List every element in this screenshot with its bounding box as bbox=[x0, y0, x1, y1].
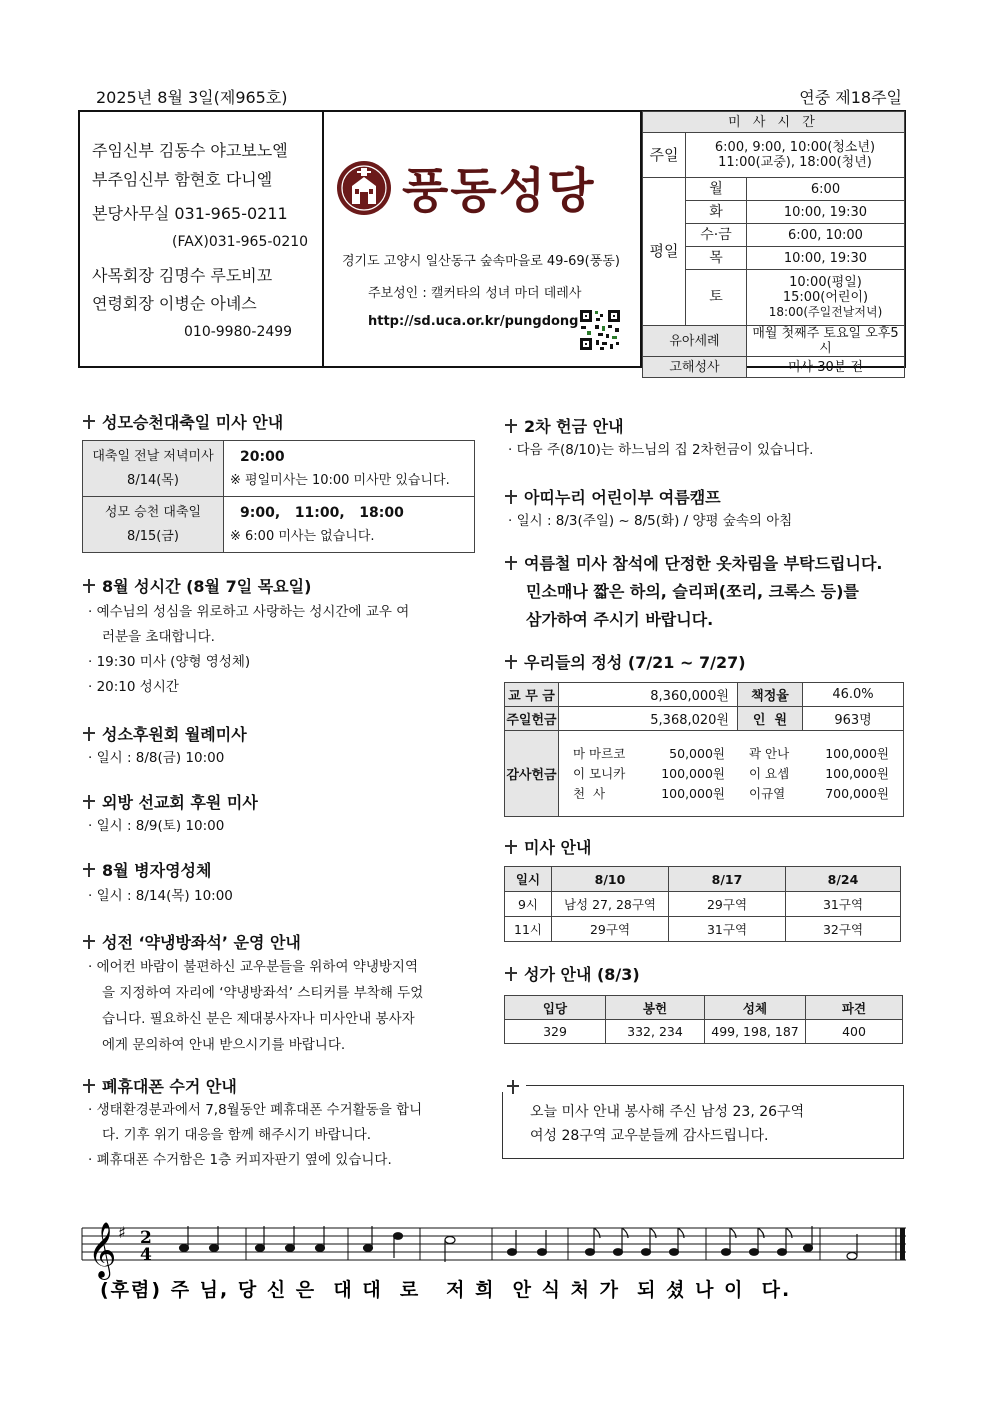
people-label: 인 원 bbox=[738, 707, 803, 731]
vocation-mass-heading bbox=[82, 722, 247, 745]
thanks-box-cross bbox=[506, 1078, 526, 1097]
staff-block bbox=[92, 140, 308, 343]
cool-seat-line: 습니다. 필요하신 분은 제대봉사자나 미사안내 봉사자 bbox=[102, 1011, 415, 1027]
sunday-times-line2: 11:00(교중), 18:00(청년) bbox=[718, 155, 872, 170]
phone-collect-line: 다. 기후 위기 대응을 함께 해주시기 바랍니다. bbox=[102, 1127, 372, 1143]
attire-notice bbox=[504, 550, 883, 634]
pastor: 주임신부 김동수 야고보노엘 bbox=[92, 141, 288, 160]
parish-address: 경기도 고양시 일산동구 숲속마을로 49-69(풍동) bbox=[342, 254, 620, 269]
infant-baptism-value: 매월 첫째주 토요일 오후5시 bbox=[747, 326, 905, 357]
mass-guide-cell: 29구역 bbox=[669, 892, 786, 917]
assumption-table bbox=[82, 440, 475, 553]
federation-president: 연령회장 이병순 아녜스 bbox=[92, 294, 257, 313]
weekday-time: 10:00, 19:30 bbox=[747, 247, 905, 270]
cross-icon bbox=[504, 556, 518, 570]
weekday-day: 월 bbox=[686, 178, 747, 201]
mission-mass-title: 외방 선교회 후원 미사 bbox=[102, 793, 258, 812]
qr-code-icon[interactable] bbox=[578, 308, 622, 352]
mass-guide-cell: 29구역 bbox=[552, 917, 669, 942]
thanks-row bbox=[573, 744, 889, 764]
holy-hour-line: · 예수님의 성심을 위로하고 사랑하는 성시간에 교우 여 bbox=[88, 604, 410, 620]
phone-collect-body bbox=[88, 1098, 488, 1173]
eve-label: 대축일 전날 저녁미사 bbox=[92, 448, 214, 464]
offerings-title: 우리들의 정성 (7/21 ~ 7/27) bbox=[524, 653, 746, 672]
weekday-day: 목 bbox=[686, 247, 747, 270]
mass-guide-cell: 9시 bbox=[505, 892, 552, 917]
mass-times-title: 미 사 시 간 bbox=[643, 112, 905, 133]
feast-date: 8/15(금) bbox=[127, 528, 179, 544]
donor-name: 마 마르코 bbox=[573, 745, 626, 761]
holy-hour-title: 8월 성시간 (8월 7일 목요일) bbox=[102, 577, 312, 596]
cross-icon bbox=[504, 419, 518, 433]
time-signature-top: 2 bbox=[140, 1228, 152, 1248]
parish-name: 풍동성당 bbox=[402, 163, 596, 219]
phone-collect-line: · 생태환경분과에서 7,8월동안 폐휴대폰 수거활동을 합니 bbox=[88, 1102, 423, 1118]
issue-date: 2025년 8월 3일(제965호) bbox=[96, 88, 288, 107]
infant-baptism-label: 유아세례 bbox=[643, 326, 747, 357]
saturday-label: 토 bbox=[686, 270, 747, 326]
mass-guide-title: 미사 안내 bbox=[524, 838, 592, 857]
feast-note: ※ 6:00 미사는 없습니다. bbox=[230, 528, 375, 544]
treble-clef-icon: 𝄞 bbox=[88, 1222, 117, 1278]
council-president: 사목회장 김명수 루도비꼬 bbox=[92, 266, 273, 285]
holy-hour-line: · 20:10 성시간 bbox=[88, 679, 179, 695]
mass-times-table bbox=[642, 111, 905, 378]
dues-value: 8,360,000원 bbox=[559, 683, 738, 707]
cool-seat-line: · 에어컨 바람이 불편하신 교우분들을 위하여 약냉방지역 bbox=[88, 959, 418, 975]
mass-guide-cell: 31구역 bbox=[669, 917, 786, 942]
sick-communion-heading bbox=[82, 858, 211, 881]
mass-guide-header: 일시 bbox=[505, 867, 552, 892]
thanks-offering-label: 감사헌금 bbox=[505, 731, 559, 817]
donor-amount: 100,000원 bbox=[661, 765, 725, 781]
mass-guide-cell: 남성 27, 28구역 bbox=[552, 892, 669, 917]
cross-icon bbox=[506, 1080, 520, 1094]
cross-icon bbox=[82, 415, 96, 429]
church-logo-icon bbox=[336, 160, 392, 216]
mass-guide-header: 8/17 bbox=[669, 867, 786, 892]
cool-seat-heading bbox=[82, 930, 301, 953]
key-sharp-icon: ♯ bbox=[118, 1223, 126, 1242]
mass-guide-header: 8/10 bbox=[552, 867, 669, 892]
hymn-number: 332, 234 bbox=[606, 1020, 705, 1044]
second-collection-heading bbox=[504, 414, 624, 437]
hymn-number: 400 bbox=[806, 1020, 903, 1044]
donor-name: 이 모니카 bbox=[573, 765, 626, 781]
saturday-time-3: 18:00(주일전날저녁) bbox=[768, 305, 883, 319]
offerings-heading bbox=[504, 650, 746, 673]
attire-line: 민소매나 짧은 하의, 슬리퍼(쪼리, 크록스 등)를 bbox=[526, 582, 859, 601]
refrain-lyric: (후렴) 주 님, 당 신 은 대 대 로 저 희 안 식 처 가 되 셨 나 이 다. bbox=[100, 1279, 792, 1301]
weekday-time: 10:00, 19:30 bbox=[747, 201, 905, 224]
attire-line: 삼가하여 주시기 바랍니다. bbox=[526, 610, 714, 629]
cross-icon bbox=[504, 490, 518, 504]
office-phone: 본당사무실 031-965-0211 bbox=[92, 204, 288, 223]
dues-label: 교 무 금 bbox=[505, 683, 559, 707]
people-value: 963명 bbox=[803, 707, 904, 731]
office-fax: (FAX)031-965-0210 bbox=[172, 234, 309, 250]
eve-note: ※ 평일미사는 10:00 미사만 있습니다. bbox=[230, 472, 450, 488]
mass-guide-table bbox=[504, 866, 901, 942]
patron-saint: 주보성인 : 캘커타의 성녀 마더 데레사 bbox=[368, 286, 582, 301]
thanks-row bbox=[573, 764, 889, 784]
hymn-number: 329 bbox=[505, 1020, 606, 1044]
assumption-title: 성모승천대축일 미사 안내 bbox=[102, 413, 284, 432]
second-collection-title: 2차 헌금 안내 bbox=[524, 417, 624, 436]
hymns-heading bbox=[504, 962, 640, 985]
thanks-row bbox=[573, 784, 889, 804]
vocation-mass-title: 성소후원회 월례미사 bbox=[102, 725, 247, 744]
camp-heading bbox=[504, 485, 721, 508]
mass-guide-cell: 32구역 bbox=[786, 917, 901, 942]
weekday-day: 수·금 bbox=[686, 224, 747, 247]
cross-icon bbox=[82, 935, 96, 949]
cross-icon bbox=[504, 967, 518, 981]
cross-icon bbox=[82, 1079, 96, 1093]
weekday-time: 6:00, 10:00 bbox=[747, 224, 905, 247]
sunday-offering-label: 주일헌금 bbox=[505, 707, 559, 731]
donor-name: 이 요셉 bbox=[749, 765, 790, 781]
confession-label: 고해성사 bbox=[643, 357, 747, 378]
holy-hour-line: 러분을 초대합니다. bbox=[102, 629, 215, 645]
rate-value: 46.0% bbox=[803, 683, 904, 707]
second-collection-line: · 다음 주(8/10)는 하느님의 집 2차헌금이 있습니다. bbox=[508, 442, 814, 458]
holy-hour-heading bbox=[82, 574, 311, 597]
phone-collect-line: · 폐휴대폰 수거함은 1층 커피자판기 옆에 있습니다. bbox=[88, 1152, 392, 1168]
mission-mass-heading bbox=[82, 790, 258, 813]
sunday-times-line1: 6:00, 9:00, 10:00(청소년) bbox=[714, 140, 876, 155]
sunday-label: 주일 bbox=[643, 133, 686, 178]
cross-icon bbox=[82, 727, 96, 741]
donor-amount: 100,000원 bbox=[661, 785, 725, 801]
donor-name: 곽 안나 bbox=[749, 745, 790, 761]
holy-hour-body bbox=[88, 600, 488, 700]
cross-icon bbox=[504, 840, 518, 854]
hymn-header: 입당 bbox=[505, 996, 606, 1020]
saturday-time-2: 15:00(어린이) bbox=[782, 290, 869, 305]
header-divider bbox=[322, 110, 324, 368]
cool-seat-line: 을 지정하여 자리에 ‘약냉방좌석’ 스티커를 부착해 두었 bbox=[102, 985, 424, 1001]
feast-label: 성모 승천 대축일 bbox=[104, 504, 202, 520]
saturday-time-1: 10:00(평일) bbox=[789, 275, 862, 290]
thanks-line: 여성 28구역 교우분들께 감사드립니다. bbox=[530, 1128, 769, 1144]
donor-amount: 100,000원 bbox=[825, 745, 889, 761]
mission-mass-line: · 일시 : 8/9(토) 10:00 bbox=[88, 818, 225, 834]
time-signature-bottom: 4 bbox=[140, 1245, 152, 1265]
donor-name: 이규열 bbox=[749, 785, 786, 801]
refrain-score bbox=[80, 1212, 910, 1302]
sick-communion-line: · 일시 : 8/14(목) 10:00 bbox=[88, 888, 233, 904]
mass-guide-cell: 31구역 bbox=[786, 892, 901, 917]
camp-line: · 일시 : 8/3(주일) ~ 8/5(화) / 양평 숲속의 아침 bbox=[508, 513, 793, 529]
offerings-table bbox=[504, 682, 904, 817]
sick-communion-title: 8월 병자영성체 bbox=[102, 861, 212, 880]
phone-collect-heading bbox=[82, 1074, 237, 1097]
confession-value: 미사 30분 전 bbox=[747, 357, 905, 378]
weekday-time: 6:00 bbox=[747, 178, 905, 201]
thanks-box-text bbox=[530, 1100, 804, 1148]
weekday-label: 평일 bbox=[643, 178, 686, 326]
donor-amount: 700,000원 bbox=[825, 785, 889, 801]
assistant-pastor: 부주임신부 함현호 다니엘 bbox=[92, 170, 273, 189]
feast-times: 9:00, 11:00, 18:00 bbox=[240, 504, 404, 521]
holy-hour-line: · 19:30 미사 (양형 영성체) bbox=[88, 654, 251, 670]
hymn-header: 파견 bbox=[806, 996, 903, 1020]
mass-guide-header: 8/24 bbox=[786, 867, 901, 892]
cool-seat-line: 에게 문의하여 안내 받으시기를 바랍니다. bbox=[102, 1037, 346, 1053]
mass-guide-cell: 11시 bbox=[505, 917, 552, 942]
federation-phone: 010-9980-2499 bbox=[184, 324, 293, 340]
cross-icon bbox=[82, 863, 96, 877]
hymns-table bbox=[504, 995, 903, 1044]
cross-icon bbox=[82, 579, 96, 593]
mass-guide-heading bbox=[504, 835, 591, 858]
donor-amount: 50,000원 bbox=[669, 745, 725, 761]
donor-name: 천 사 bbox=[573, 785, 606, 801]
eve-time: 20:00 bbox=[240, 448, 285, 465]
hymn-number: 499, 198, 187 bbox=[705, 1020, 806, 1044]
rate-label: 책정율 bbox=[738, 683, 803, 707]
hymn-header: 성체 bbox=[705, 996, 806, 1020]
donor-amount: 100,000원 bbox=[825, 765, 889, 781]
phone-collect-title: 폐휴대폰 수거 안내 bbox=[102, 1077, 237, 1096]
parish-url[interactable]: http://sd.uca.or.kr/pungdong bbox=[368, 314, 579, 329]
hymn-header: 봉헌 bbox=[606, 996, 705, 1020]
thanks-line: 오늘 미사 안내 봉사해 주신 남성 23, 26구역 bbox=[530, 1104, 805, 1120]
attire-line: 여름철 미사 참석에 단정한 옷차림을 부탁드립니다. bbox=[524, 554, 883, 573]
camp-title: 아띠누리 어린이부 여름캠프 bbox=[524, 488, 721, 507]
hymns-title: 성가 안내 (8/3) bbox=[524, 965, 640, 984]
vocation-mass-line: · 일시 : 8/8(금) 10:00 bbox=[88, 750, 225, 766]
cross-icon bbox=[82, 795, 96, 809]
cool-seat-body bbox=[88, 954, 488, 1058]
eve-date: 8/14(목) bbox=[127, 472, 179, 488]
sunday-offering-value: 5,368,020원 bbox=[559, 707, 738, 731]
cool-seat-title: 성전 ‘약냉방좌석’ 운영 안내 bbox=[102, 933, 301, 952]
weekday-day: 화 bbox=[686, 201, 747, 224]
liturgical-week: 연중 제18주일 bbox=[799, 88, 902, 107]
assumption-heading bbox=[82, 410, 283, 433]
cross-icon bbox=[504, 655, 518, 669]
